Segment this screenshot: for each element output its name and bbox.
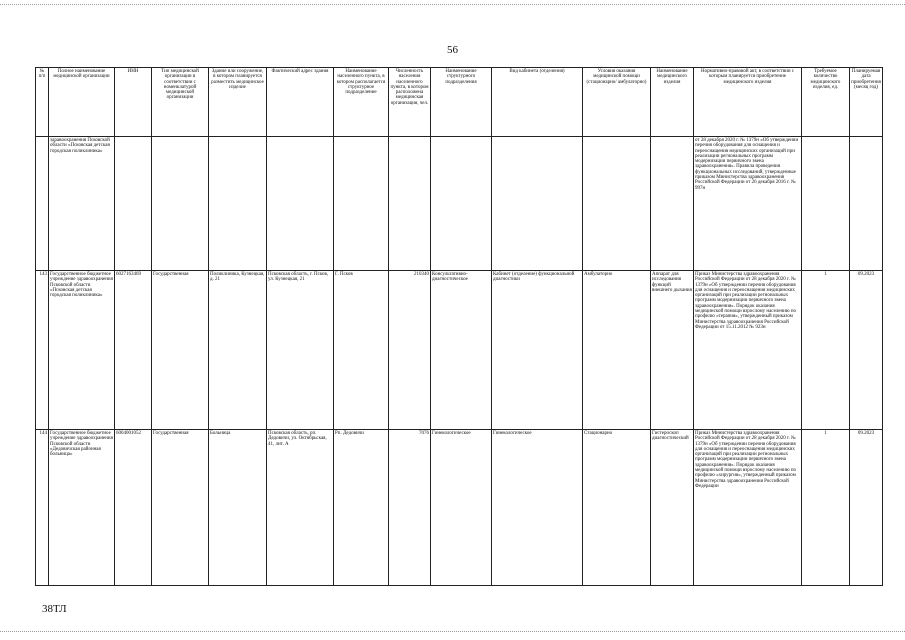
cell-qty: 1 — [802, 271, 850, 430]
cell-unit: Гинекологическое — [431, 430, 492, 586]
cell-building: Поликлиника, Кузнецкая, д. 21 — [209, 271, 267, 430]
col-header-org: Полное наименование медицинской организации — [49, 68, 115, 137]
cell-type: Государственная — [152, 430, 209, 586]
cell-conditions: Амбулаторно — [583, 271, 651, 430]
cell-num: 144 — [36, 430, 49, 586]
col-header-locality: Наименование населенного пункта, в котором располагается структурное подразделение — [334, 68, 389, 137]
cell-address: Псковская область, г. Псков, ул. Кузнецкая, 21 — [267, 271, 334, 430]
cell-device — [651, 137, 694, 271]
scan-edge-top — [0, 4, 905, 6]
cell-date: 09.2023 — [850, 430, 883, 586]
cell-locality — [334, 137, 389, 271]
cell-num — [36, 137, 49, 271]
cell-type: Государственная — [152, 271, 209, 430]
cell-locality: Рп. Дедовичи — [334, 430, 389, 586]
cell-population: 210340 — [389, 271, 431, 430]
cell-qty — [802, 137, 850, 271]
table-row-continuation — [36, 137, 883, 271]
cell-num: 143 — [36, 271, 49, 430]
cell-building — [209, 137, 267, 271]
cell-building: Больница — [209, 430, 267, 586]
cell-conditions: Стационарно — [583, 430, 651, 586]
cell-address — [267, 137, 334, 271]
table-header-row — [36, 68, 883, 137]
cell-population: 7076 — [389, 430, 431, 586]
document-code: 38ТЛ — [42, 603, 67, 615]
cell-org: Государственное бюджетное учреждение здравоохранения Псковской области «Дедовичская районная больница» — [49, 430, 115, 586]
cell-date — [850, 137, 883, 271]
col-header-type: Тип медицинской организации в соответствии с номенклатурой медицинской организации — [152, 68, 209, 137]
col-header-population: Численность населения населенного пункта, в котором расположена медицинская организация, чел. — [389, 68, 431, 137]
col-header-qty: Требуемое количество медицинского изделия, ед. — [802, 68, 850, 137]
cell-qty: 1 — [802, 430, 850, 586]
equipment-table — [35, 67, 883, 586]
col-header-basis: Нормативно-правовой акт, в соответствии с которым планируется приобретение медицинского изделия — [694, 68, 802, 137]
cell-population — [389, 137, 431, 271]
cell-room: Кабинет (отделение) функциональной диагностики — [492, 271, 583, 430]
table-row — [36, 271, 883, 430]
col-header-date: Планируемая дата приобретения (месяц год) — [850, 68, 883, 137]
col-header-device: Наименование медицинского изделия — [651, 68, 694, 137]
col-header-inn: ИНН — [115, 68, 152, 137]
cell-org: здравоохранения Псковской области «Псковская детская городская поликлиника» — [49, 137, 115, 271]
cell-locality: Г. Псков — [334, 271, 389, 430]
table-row — [36, 430, 883, 586]
cell-date: 09.2023 — [850, 271, 883, 430]
cell-room — [492, 137, 583, 271]
col-header-address: Фактический адрес здания — [267, 68, 334, 137]
cell-address: Псковская область, рп. Дедовичи, ул. Октябрьская, 41, лит. А — [267, 430, 334, 586]
cell-inn: 6027163469 — [115, 271, 152, 430]
col-header-building: Здание или сооружение, в котором планируется разместить медицинское изделие — [209, 68, 267, 137]
cell-inn — [115, 137, 152, 271]
cell-org: Государственное бюджетное учреждение здравоохранения Псковской области «Псковская детская городская поликлиника» — [49, 271, 115, 430]
cell-inn: 6004001052 — [115, 430, 152, 586]
cell-conditions — [583, 137, 651, 271]
cell-unit — [431, 137, 492, 271]
cell-type — [152, 137, 209, 271]
page-number: 56 — [447, 44, 458, 56]
cell-room: Гинекологическое — [492, 430, 583, 586]
col-header-conditions: Условия оказания медицинской помощи (стационарно/ амбулаторно) — [583, 68, 651, 137]
cell-device: Аппарат для исследования функций внешнего дыхания — [651, 271, 694, 430]
cell-basis: от 28 декабря 2020 г. № 1379н «Об утверждении перечня оборудования для оснащения и переоснащения медицинских организаций при реализации региональных программ модернизации первичного звена здравоохранения». Правила проведения функциональных исследований, утвержденные приказом Министерства здравоохранения Российской Федерации от 26 декабря 2016 г. № 997н — [694, 137, 802, 271]
cell-device: Гистероскоп диагностический — [651, 430, 694, 586]
cell-basis: Приказ Министерства здравоохранения Российской Федерации от 28 декабря 2020 г. № 1379н «Об утверждении перечня оборудования для оснащения и переоснащения медицинских организаций при реализации региональных программ модернизации первичного звена здравоохранения». Порядок оказания медицинской помощи взрослому населению по профилю «терапия», утвержденный приказом Министерства здравоохранения Российской Федерации от 15.11.2012 № 923н — [694, 271, 802, 430]
cell-basis: Приказ Министерства здравоохранения Российской Федерации от 28 декабря 2020 г. № 1379н «Об утверждении перечня оборудования для оснащения и переоснащения медицинских организаций при реализации региональных программ модернизации первичного звена здравоохранения». Порядок оказания медицинской помощи взрослому населению по профилю «хирургия», утвержденный приказом Министерства здравоохранения Российской Федерации — [694, 430, 802, 586]
col-header-num: № п/п — [36, 68, 49, 137]
col-header-room: Вид кабинета (отделения) — [492, 68, 583, 137]
scan-edge-bottom — [0, 631, 905, 633]
cell-unit: Консультативно-диагностическое — [431, 271, 492, 430]
col-header-unit: Наименование структурного подразделения — [431, 68, 492, 137]
